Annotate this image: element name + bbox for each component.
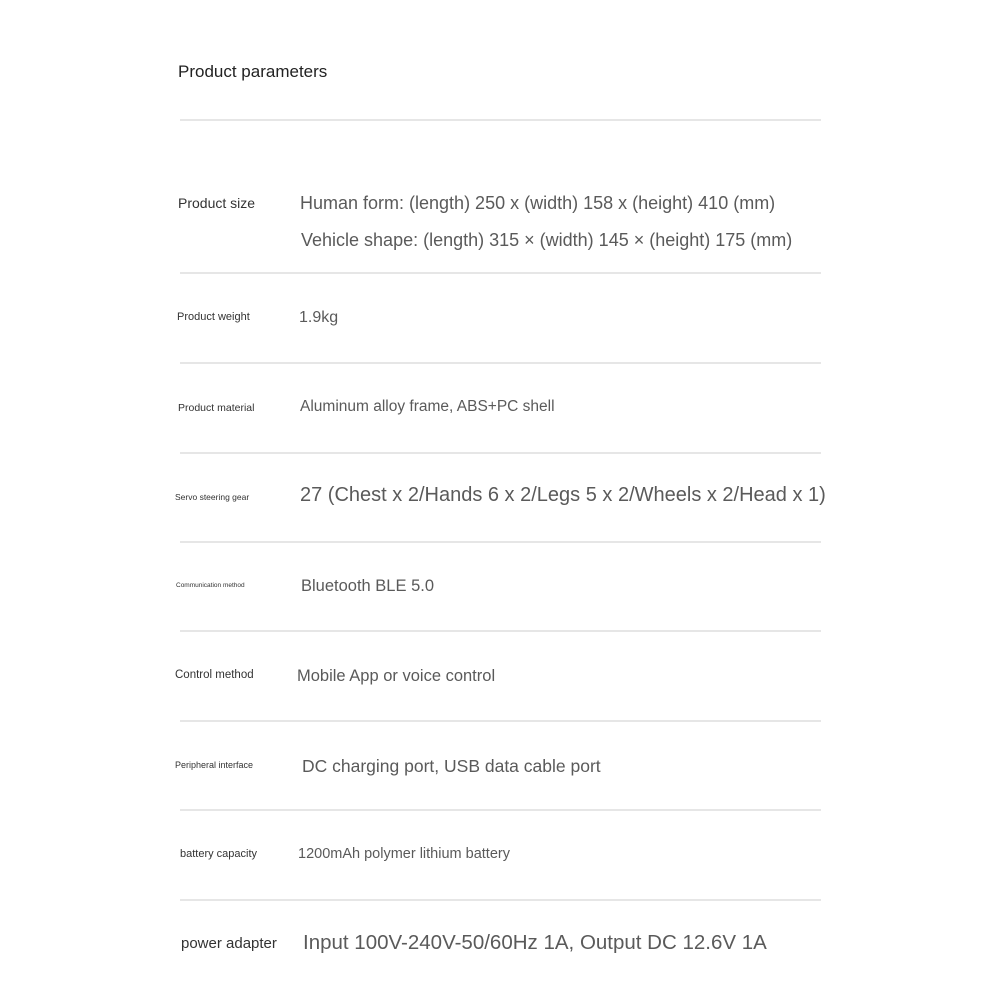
divider <box>180 119 821 121</box>
param-value-product-size-vehicle: Vehicle shape: (length) 315 × (width) 145 × (height) 175 (mm) <box>301 230 793 250</box>
divider <box>180 630 821 632</box>
param-label-communication-method: Communication method <box>176 582 245 589</box>
param-label-product-material: Product material <box>178 402 255 414</box>
divider <box>180 899 821 901</box>
param-label-battery-capacity: battery capacity <box>180 848 258 860</box>
param-value-communication-method: Bluetooth BLE 5.0 <box>301 577 435 595</box>
param-label-control-method: Control method <box>175 669 254 681</box>
param-value-product-size-human: Human form: (length) 250 x (width) 158 x (height) 410 (mm) <box>300 193 776 213</box>
divider <box>180 272 821 274</box>
page-title: Product parameters <box>178 62 328 81</box>
divider <box>180 720 821 722</box>
param-label-peripheral-interface: Peripheral interface <box>175 760 254 770</box>
param-value-battery-capacity: 1200mAh polymer lithium battery <box>298 846 510 862</box>
divider <box>180 452 821 454</box>
param-label-product-weight: Product weight <box>177 311 250 323</box>
divider <box>180 809 821 811</box>
param-label-product-size: Product size <box>178 195 256 211</box>
param-value-product-material: Aluminum alloy frame, ABS+PC shell <box>300 398 555 415</box>
param-value-control-method: Mobile App or voice control <box>297 667 496 685</box>
divider <box>180 541 821 543</box>
divider <box>180 362 821 364</box>
param-value-product-weight: 1.9kg <box>299 309 339 326</box>
param-label-power-adapter: power adapter <box>181 935 277 952</box>
param-value-power-adapter: Input 100V-240V-50/60Hz 1A, Output DC 12.6V 1A <box>303 931 767 954</box>
param-value-peripheral-interface: DC charging port, USB data cable port <box>302 756 601 776</box>
param-value-servo-steering-gear: 27 (Chest x 2/Hands 6 x 2/Legs 5 x 2/Wheels x 2/Head x 1) <box>300 484 826 506</box>
param-label-servo-steering-gear: Servo steering gear <box>175 492 250 502</box>
